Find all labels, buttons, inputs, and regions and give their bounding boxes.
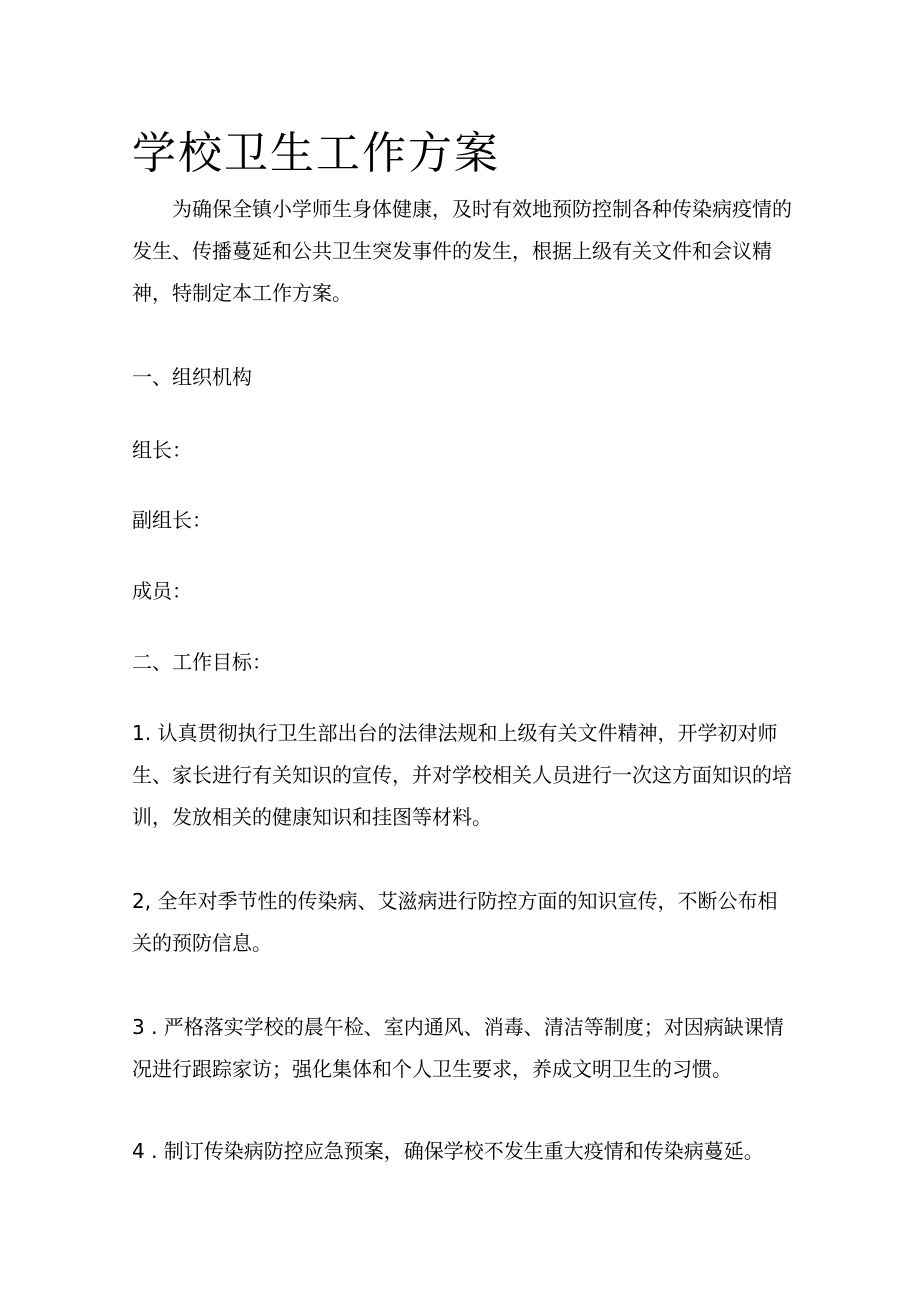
deputy-leader-label: 副组长： — [132, 508, 212, 532]
members-label: 成员： — [132, 579, 192, 603]
goal-item-3: 3 . 严格落实学校的晨午检、室内通风、消毒、清洁等制度；对因病缺课情况进行跟踪家访；强化集体和个人卫生要求，养成文明卫生的习惯。 — [132, 1015, 784, 1081]
goal-item-2: 2, 全年对季节性的传染病、艾滋病进行防控方面的知识宣传，不断公布相关的预防信息。 — [132, 889, 778, 955]
leader-label: 组长： — [132, 438, 192, 462]
section-heading-goals: 二、工作目标： — [132, 650, 272, 674]
section-heading-organization: 一、组织机构 — [132, 365, 252, 389]
goal-item-4: 4 . 制订传染病防控应急预案，确保学校不发生重大疫情和传染病蔓延。 — [132, 1139, 764, 1163]
goal-item-1: 1. 认真贯彻执行卫生部出台的法律法规和上级有关文件精神，开学初对师生、家长进行有关知识的宣传，并对学校相关人员进行一次这方面知识的培训，发放相关的健康知识和挂图等材料。 — [132, 721, 792, 829]
document-title: 学校卫生工作方案 — [132, 128, 500, 179]
intro-paragraph: 为确保全镇小学师生身体健康，及时有效地预防控制各种传染病疫情的发生、传播蔓延和公共卫生突发事件的发生，根据上级有关文件和会议精神，特制定本工作方案。 — [132, 197, 792, 305]
